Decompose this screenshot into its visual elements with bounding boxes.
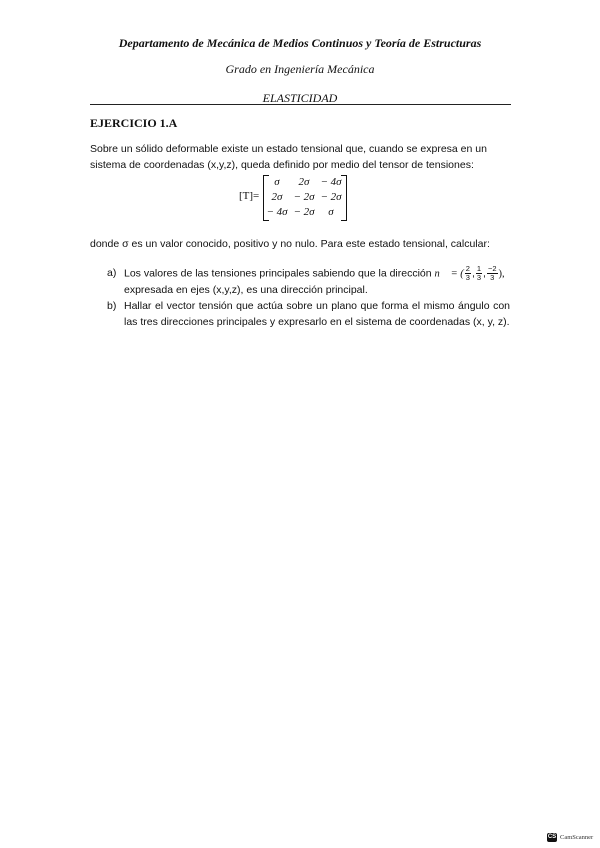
camscanner-watermark xyxy=(547,832,593,842)
item-label: a) xyxy=(107,267,117,279)
item-text: Hallar el vector tensión que actúa sobre un plano que forma el mismo ángulo con las tres direcciones principales y expresarlo en el sistema de coordenadas (x, y, z). xyxy=(124,300,510,328)
header-divider xyxy=(90,104,511,105)
matrix-cell: − 2σ xyxy=(320,191,342,203)
matrix-cell: σ xyxy=(328,206,334,218)
matrix-cell: − 2σ xyxy=(293,206,315,218)
fraction: $\frac{2}{3}$ xyxy=(465,264,470,282)
intro-paragraph: Sobre un sólido deformable existe un estado tensional que, cuando se expresa en un sistema de coordenadas (x,y,z), queda definido por medio del tensor de tensiones: xyxy=(90,143,487,171)
department-header: Departamento de Mecánica de Medios Continuos y Teoría de Estructuras xyxy=(118,36,482,50)
fraction: $\frac{1}{3}$ xyxy=(476,264,482,282)
matrix-cell: − 4σ xyxy=(320,176,342,188)
item-label: b) xyxy=(107,300,117,312)
watermark-text: CamScanner xyxy=(560,833,594,841)
matrix-cell: 2σ xyxy=(271,191,283,203)
subject-header: ELASTICIDAD xyxy=(262,91,338,105)
matrix-cell: σ xyxy=(274,176,280,188)
matrix-cell: 2σ xyxy=(298,176,310,188)
direction-vector-symbol: n⃗ = ( xyxy=(434,268,464,280)
item-text-after: expresada en ejes (x,y,z), es una dirección principal. xyxy=(124,284,368,297)
item-text: Los valores de las tensiones principales sabiendo que la dirección n⃗ = ( $\frac{2}{3}$ , $\frac{1}{3}$ , $\frac{-2}{3}$ ), expresada en ejes (x,y,z), es una dirección principal. xyxy=(124,264,505,297)
camscanner-logo-icon: CS xyxy=(547,833,557,840)
matrix-cell: − 4σ xyxy=(266,206,288,218)
matrix-cell: − 2σ xyxy=(293,191,315,203)
exercise-title: EJERCICIO 1.A xyxy=(90,116,178,130)
degree-header: Grado en Ingeniería Mecánica xyxy=(225,62,375,76)
item-text-before: Los valores de las tensiones principales sabiendo que la dirección xyxy=(124,267,435,280)
fraction: $\frac{-2}{3}$ xyxy=(487,264,497,282)
matrix-lhs: [T]= xyxy=(239,190,260,202)
question-paragraph: donde σ es un valor conocido, positivo y no nulo. Para este estado tensional, calcular: xyxy=(90,238,490,250)
